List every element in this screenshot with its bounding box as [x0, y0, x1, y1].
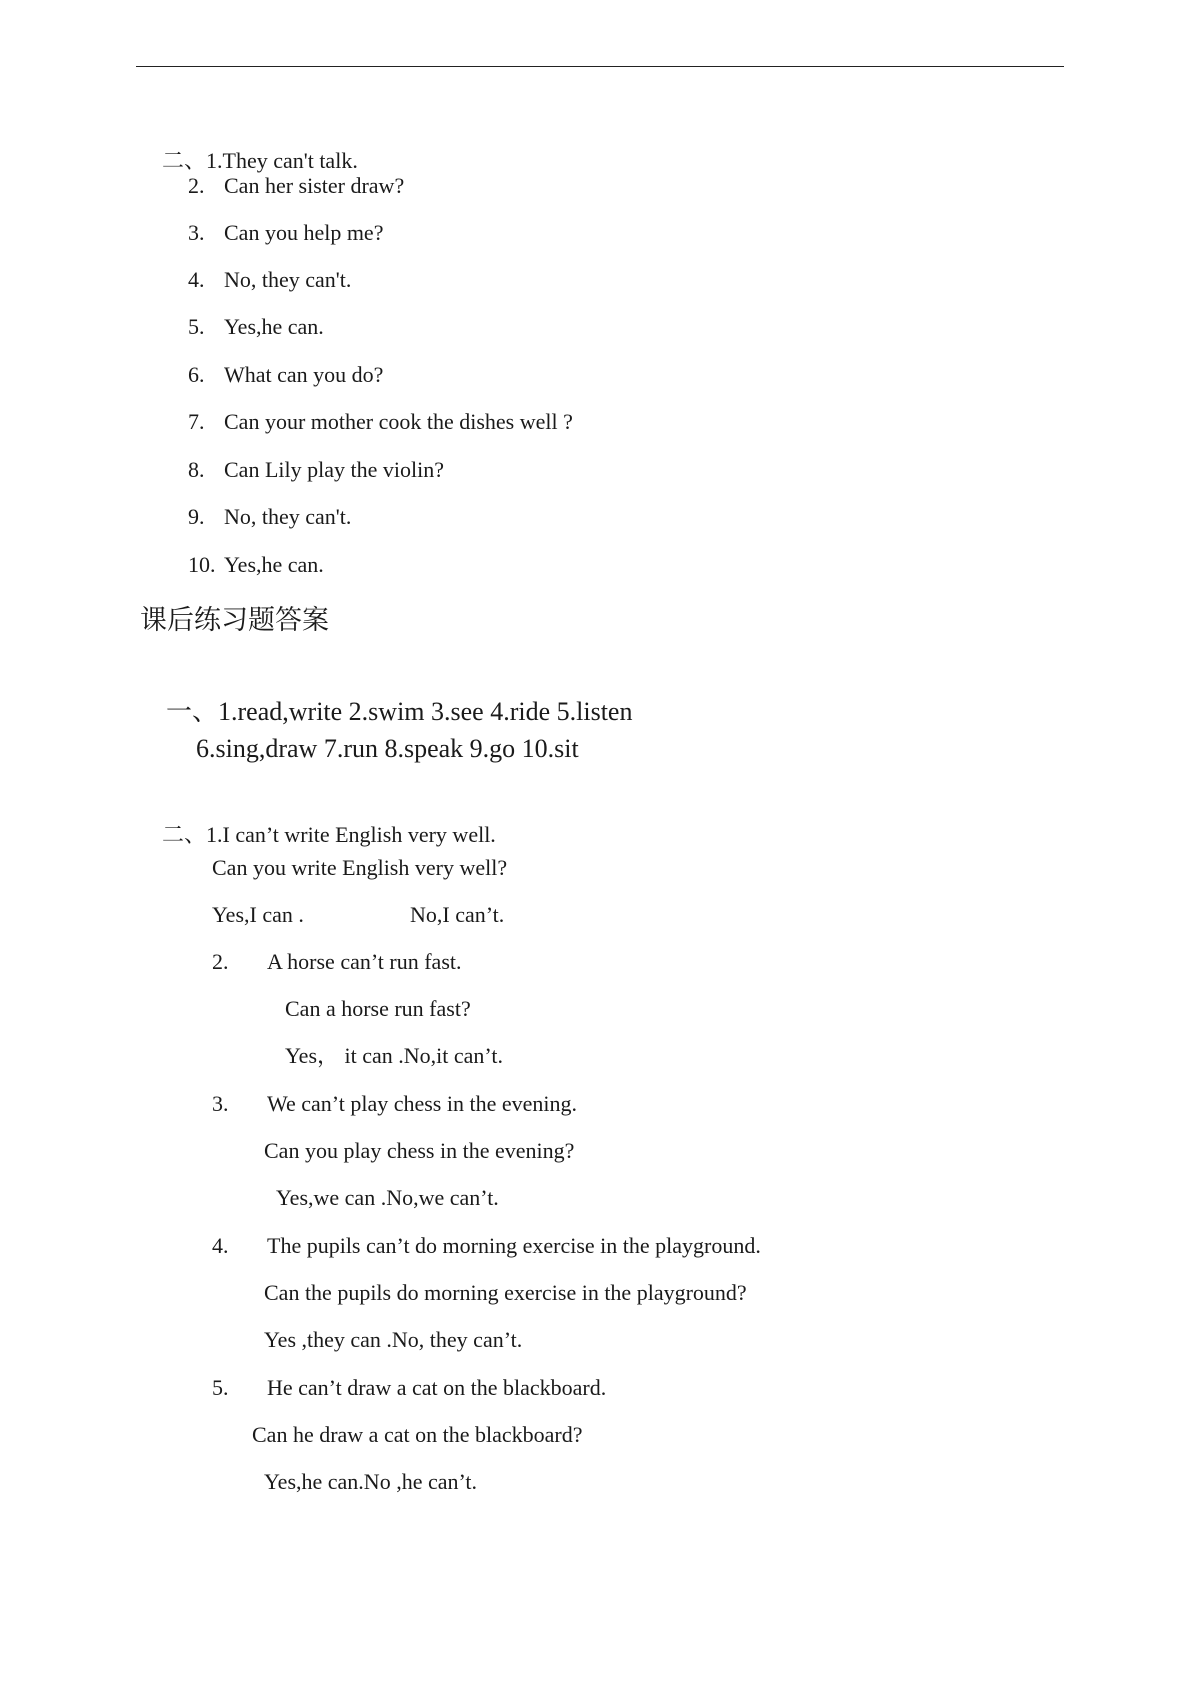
- item-question: Can the pupils do morning exercise in the playground?: [264, 1280, 747, 1305]
- section-two-b-marker: 二、: [162, 822, 207, 847]
- list-item: [212, 951, 462, 973]
- item-question: Can you play chess in the evening?: [264, 1138, 575, 1163]
- item-number: 4.: [188, 267, 205, 292]
- list-item: [188, 459, 444, 481]
- header-rule: [136, 66, 1064, 67]
- item-text: Can your mother cook the dishes well ?: [224, 409, 573, 434]
- item-number: 3.: [212, 1091, 229, 1116]
- item-text: We can’t play chess in the evening.: [267, 1091, 577, 1116]
- list-item: [188, 175, 404, 197]
- list-item: [188, 506, 351, 528]
- item-number: 2.: [188, 173, 205, 198]
- item-text: Yes,he can.: [224, 552, 324, 577]
- item-answer: Yes,he can.No ,he can’t.: [264, 1469, 478, 1494]
- item-answer-no: No,I can’t.: [410, 902, 505, 927]
- item-answer: Yes， it can .No,it can’t.: [285, 1043, 503, 1068]
- item-text: No, they can't.: [224, 267, 352, 292]
- item-number: 9.: [188, 504, 205, 529]
- item-number: 2.: [212, 949, 229, 974]
- item-question: Can a horse run fast?: [285, 996, 471, 1021]
- list-item: [188, 364, 383, 386]
- item-number: 6.: [188, 362, 205, 387]
- list-item: [188, 316, 324, 338]
- section-two-marker: 二、: [162, 148, 207, 173]
- item-text: No, they can't.: [224, 504, 352, 529]
- item-text: I can’t write English very well.: [222, 822, 496, 847]
- item-text: What can you do?: [224, 362, 384, 387]
- item-text: He can’t draw a cat on the blackboard.: [267, 1375, 607, 1400]
- item-answer: Yes,we can .No,we can’t.: [276, 1185, 499, 1210]
- list-item: [188, 554, 324, 576]
- section-one-answers-1: 1.read,write 2.swim 3.see 4.ride 5.listen: [218, 697, 633, 726]
- item-number: 4.: [212, 1233, 229, 1258]
- item-text: Yes,he can.: [224, 314, 324, 339]
- section-one-answers-2: 6.sing,draw 7.run 8.speak 9.go 10.sit: [196, 734, 579, 763]
- list-item: [188, 411, 573, 433]
- answers-heading: 课后练习题答案: [140, 605, 329, 635]
- item-question: Can he draw a cat on the blackboard?: [252, 1422, 583, 1447]
- item-text: The pupils can’t do morning exercise in the playground.: [267, 1233, 761, 1258]
- item-number: 1.: [206, 822, 223, 847]
- item-number: 5.: [188, 314, 205, 339]
- list-item: [188, 269, 351, 291]
- item-number: 3.: [188, 220, 205, 245]
- item-question: Can you write English very well?: [212, 855, 508, 880]
- item-answer-yes: Yes,I can .: [212, 902, 304, 927]
- item-text: Can Lily play the violin?: [224, 457, 444, 482]
- section-one-marker: 一、: [166, 697, 219, 726]
- list-item: [188, 222, 383, 244]
- item-text: Can her sister draw?: [224, 173, 405, 198]
- item-text: Can you help me?: [224, 220, 384, 245]
- list-item: [212, 1093, 577, 1115]
- item-number: 7.: [188, 409, 205, 434]
- item-answer: Yes ,they can .No, they can’t.: [264, 1327, 523, 1352]
- item-text: A horse can’t run fast.: [267, 949, 462, 974]
- item-number: 8.: [188, 457, 205, 482]
- list-item: [212, 1377, 606, 1399]
- section-two-item-1: 1.They can't talk.: [206, 148, 358, 173]
- list-item: [212, 1235, 761, 1257]
- item-number: 10.: [188, 552, 216, 577]
- item-number: 5.: [212, 1375, 229, 1400]
